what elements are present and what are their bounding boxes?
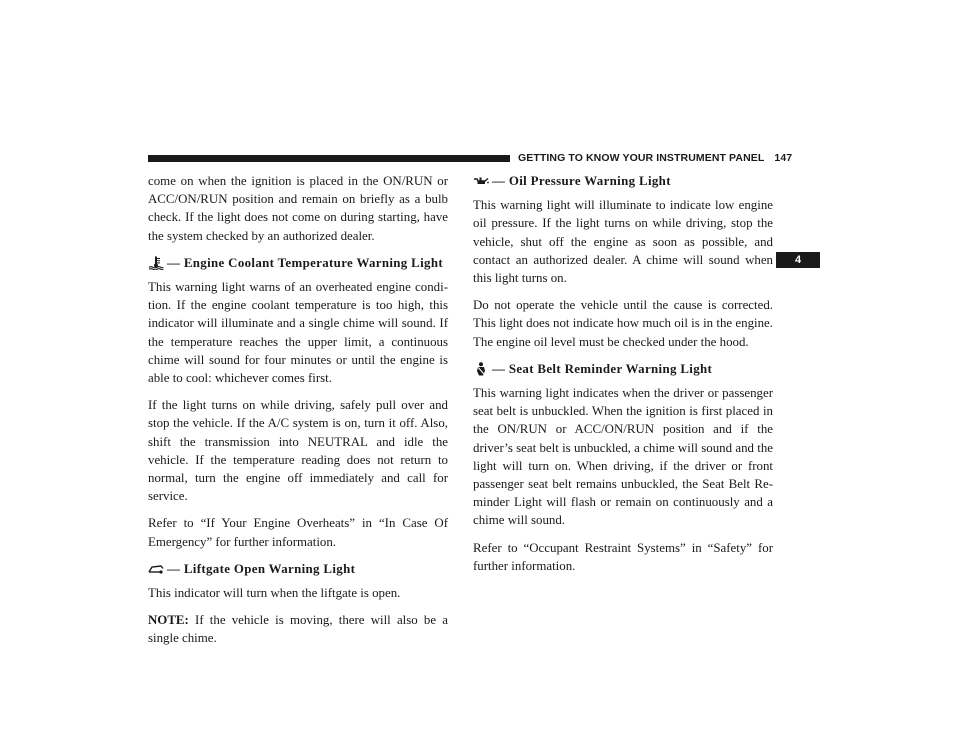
page-number: 147 <box>774 152 793 164</box>
right-column <box>473 172 773 584</box>
seat-belt-icon <box>473 362 490 376</box>
oil-paragraph-1: This warning light will illuminate to indicate low engine oil pressure. If the light turns on while driving, stop the vehicle, shut off the engine as soon as possible, and contact an authorized dealer. A chime will sound when this light turns on. <box>473 198 773 286</box>
intro-paragraph: come on when the ignition is placed in the ON/RUN or ACC/ON/RUN position and remain on briefly as a bulb check. If the light does not come on during starting, have the system checked by an authorized dealer. <box>148 174 448 243</box>
seatbelt-paragraph-2: Refer to “Occupant Restraint Systems” in “Safety” for further information. <box>473 540 773 573</box>
coolant-heading <box>148 254 448 272</box>
running-header <box>518 152 793 164</box>
coolant-paragraph-3: Refer to “If Your Engine Overheats” in “In Case Of Emergency” for further information. <box>148 516 448 549</box>
chapter-tab[interactable]: 4 <box>776 252 820 268</box>
note-label: NOTE: <box>148 613 189 628</box>
oil-paragraph-2: Do not operate the vehicle until the cause is corrected. This light does not indicate how much oil is in the engine. The engine oil level must be checked under the hood. <box>473 298 773 349</box>
coolant-temperature-icon <box>148 256 165 270</box>
liftgate-heading-text: — Liftgate Open Warning Light <box>167 561 356 576</box>
seatbelt-heading-text: — Seat Belt Reminder Warning Light <box>492 361 713 376</box>
oil-pressure-icon <box>473 174 490 188</box>
liftgate-paragraph-1: This indicator will turn when the liftgate is open. <box>148 586 401 601</box>
coolant-heading-text: — Engine Coolant Temperature Warning Light <box>167 255 444 270</box>
coolant-paragraph-2: If the light turns on while driving, safely pull over and stop the vehicle. If the A/C system is on, turn it off. Also, shift the transmission into NEUTRAL and idle the vehicle. If the temperature reading does not return to normal, turn the engine off immediately and call for service. <box>148 398 448 504</box>
header-rule <box>148 155 510 162</box>
left-column <box>148 172 448 657</box>
section-title: GETTING TO KNOW YOUR INSTRUMENT PANEL <box>518 152 765 164</box>
liftgate-note <box>148 611 448 647</box>
oil-heading <box>473 172 773 190</box>
liftgate-open-icon <box>148 562 165 576</box>
oil-heading-text: — Oil Pressure Warning Light <box>492 174 671 188</box>
liftgate-heading <box>148 560 448 578</box>
coolant-paragraph-1: This warning light warns of an overheated engine condi-tion. If the engine coolant temperature is too high, this indicator will illuminate and a single chime will sound. If the temperature reaches the upper limit, a continuous chime will sound for four minutes or until the engine is able to cool: whichever comes first. <box>148 280 448 386</box>
seatbelt-heading <box>473 360 773 378</box>
note-text: If the vehicle is moving, there will also be a single chime. <box>148 613 448 646</box>
seatbelt-paragraph-1: This warning light indicates when the driver or passenger seat belt is unbuckled. When the ignition is first placed in the ON/RUN or ACC/ON/RUN position and if the driver’s seat belt is unbuckled, a chime will sound and the light will turn on. When driving, if the driver or front passenger seat belt remains unbuckled, the Seat Belt Re-minder Light will flash or remain on continuously and a chime will sound. <box>473 386 773 528</box>
